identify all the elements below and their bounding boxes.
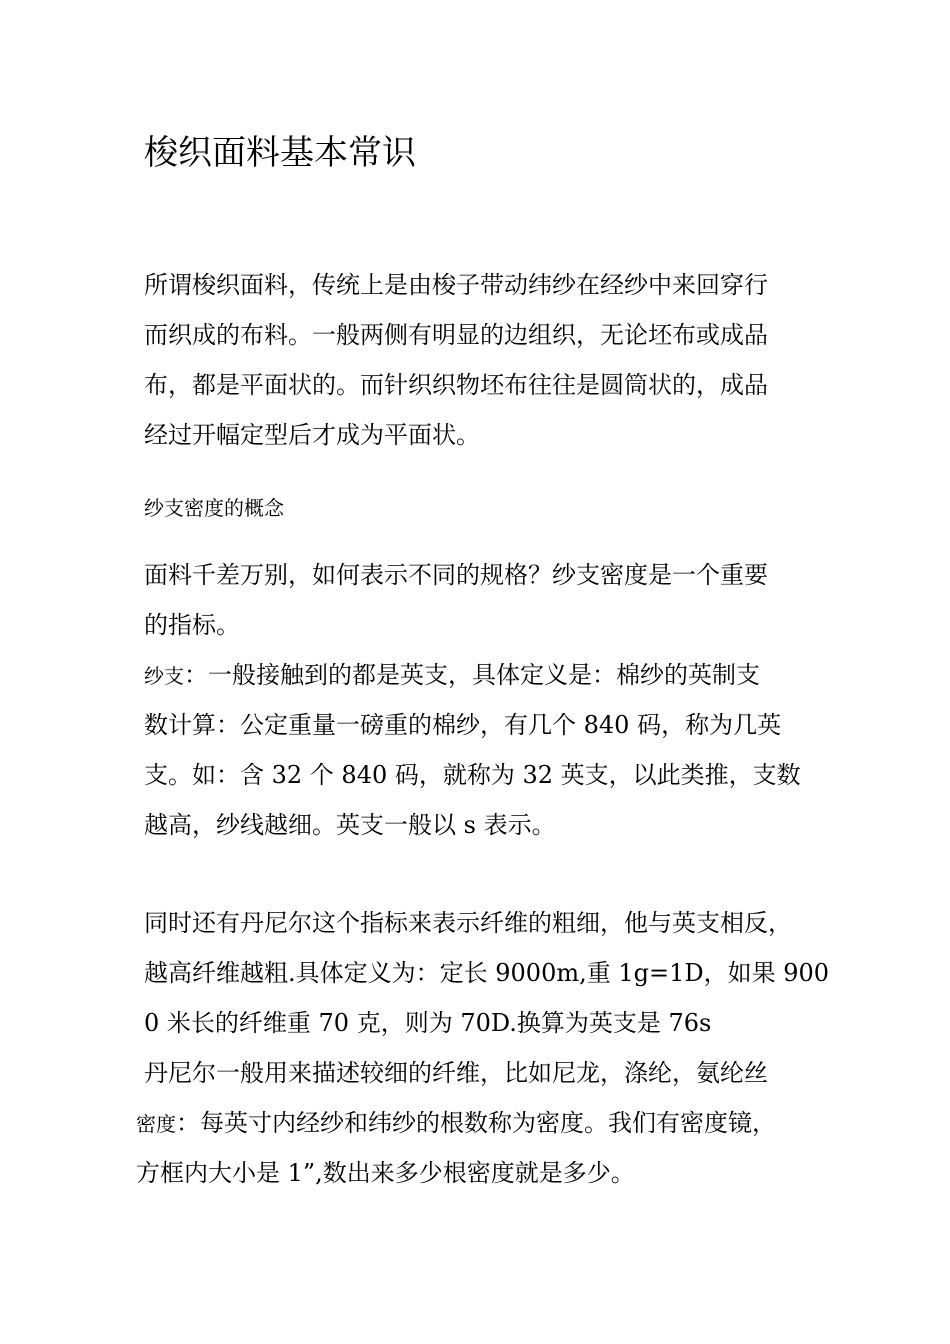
text-run: ：每英寸内经纱和纬纱的根数称为密度。我们有密度镜， (176, 1109, 776, 1137)
text-line: 越高纤维越粗.具体定义为：定长 9000m,重 1g=1D，如果 900 (144, 959, 830, 987)
text-line: 支。如：含 32 个 840 码，就称为 32 英支，以此类推，支数 (144, 761, 801, 789)
text-line: 经过开幅定型后才成为平面状。 (144, 421, 480, 449)
text-line: 的指标。 (144, 611, 240, 639)
yarn-count-paragraph (144, 650, 801, 850)
text-line (144, 650, 801, 700)
intro-paragraph (144, 260, 768, 460)
text-line: 丹尼尔一般用来描述较细的纤维，比如尼龙，涤纶，氨纶丝 (144, 1059, 768, 1087)
denier-paragraph (144, 898, 829, 1098)
text-line (136, 1098, 776, 1148)
text-line: 布，都是平面状的。而针织织物坯布往往是圆筒状的，成品 (144, 371, 768, 399)
term-label: 密度 (136, 1112, 176, 1136)
text-line: 所谓梭织面料，传统上是由梭子带动纬纱在经纱中来回穿行 (144, 271, 768, 299)
text-line: 数计算：公定重量一磅重的棉纱，有几个 840 码，称为几英 (144, 711, 782, 739)
text-line: 面料千差万别，如何表示不同的规格？纱支密度是一个重要 (144, 561, 768, 589)
document-title: 梭织面料基本常识 (144, 133, 416, 173)
text-line: 而织成的布料。一般两侧有明显的边组织，无论坯布或成品 (144, 321, 768, 349)
text-line: 同时还有丹尼尔这个指标来表示纤维的粗细，他与英支相反， (144, 909, 792, 937)
text-line: 越高，纱线越细。英支一般以 s 表示。 (144, 811, 556, 839)
density-paragraph (136, 1098, 776, 1198)
text-run: ：一般接触到的都是英支，具体定义是：棉纱的英制支 (184, 661, 760, 689)
text-line: 方框内大小是 1”,数出来多少根密度就是多少。 (136, 1159, 635, 1187)
term-label: 纱支 (144, 664, 184, 688)
section-heading: 纱支密度的概念 (144, 496, 284, 520)
intro-spec-paragraph (144, 550, 768, 650)
text-line: 0 米长的纤维重 70 克，则为 70D.换算为英支是 76s (144, 1009, 712, 1037)
